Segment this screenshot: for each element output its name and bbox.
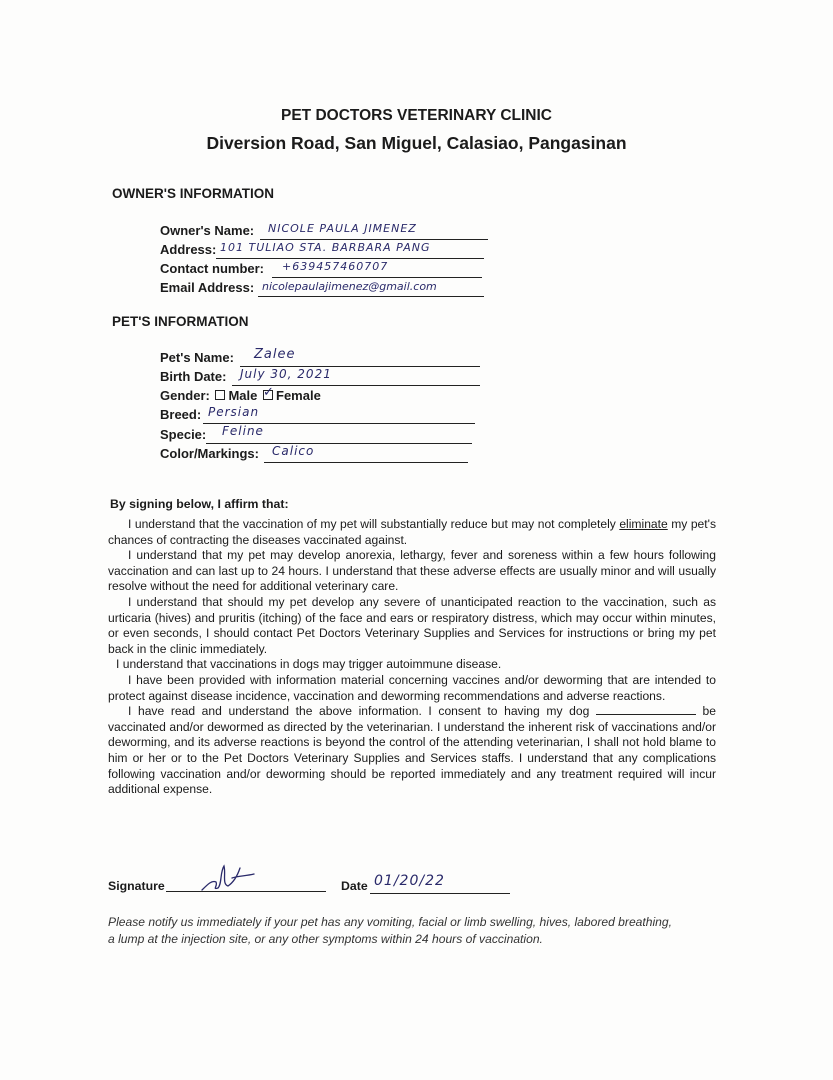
p1-text-a: I understand that the vaccination of my pet will substantially reduce but may not completely — [128, 517, 620, 531]
p6-text-a: I have read and understand the above information. I consent to having my dog — [128, 704, 596, 719]
male-checkbox[interactable] — [215, 390, 225, 400]
p6-text-b: be vaccinated and/or dewormed as directed by the veterinarian. I understand the inherent risk of vaccinations and/or deworming, and its adverse reactions is beyond the control of the attending veterinarian, I shall not hold blame to him or her or to the Pet Doctors Veterinary Supplies and Services staffs. I understand that any complications following vaccination and/or deworming should be reported immediately and any treatment required will incur additional expense. — [108, 704, 716, 797]
check-mark-icon: ✓ — [263, 384, 274, 399]
footer-note: Please notify us immediately if your pet has any vomiting, facial or limb swelling, hives, labored breathing, a lump at the injection site, or any other symptoms within 24 hours of vaccination. — [108, 915, 672, 946]
affirmation-paragraph-4: I understand that vaccinations in dogs may trigger autoimmune disease. — [116, 657, 502, 672]
gender-label: Gender: — [160, 388, 210, 403]
p1-text-b: my pet's chances of contracting the diseases vaccinated against. — [108, 517, 717, 547]
breed-value: Persian — [208, 405, 260, 419]
female-label: Female — [276, 388, 321, 403]
affirmation-text — [108, 517, 716, 798]
birth-date-value: July 30, 2021 — [240, 367, 332, 381]
owner-name-value: NICOLE PAULA JIMENEZ — [268, 222, 417, 235]
affirmation-paragraph-6 — [108, 704, 716, 798]
contact-label: Contact number: — [160, 261, 264, 276]
affirmation-paragraph-5: I have been provided with information material concerning vaccines and/or deworming that are intended to protect against disease incidence, vaccination and deworming recommendations and adverse reactions. — [108, 672, 716, 703]
gender-row — [160, 384, 321, 403]
birth-date-label: Birth Date: — [160, 369, 227, 384]
owner-name-label: Owner's Name: — [160, 223, 255, 238]
owner-section-heading: OWNER'S INFORMATION — [112, 186, 274, 201]
affirmation-paragraph-3: I understand that should my pet develop any severe of unanticipated reaction to the vaccination, such as urticaria (hives) and pruritis (itching) of the face and ears or respiratory distress, which may occur within minutes, or even seconds, I should contact Pet Doctors Veterinary Supplies and Services for instructions or bring my pet back in the clinic immediately. — [108, 594, 716, 656]
email-label: Email Address: — [160, 280, 255, 295]
dog-name-blank[interactable] — [596, 704, 696, 715]
signature-mark — [198, 860, 268, 894]
affirmation-heading: By signing below, I affirm that: — [110, 497, 289, 511]
signature-label: Signature — [108, 879, 165, 893]
date-label: Date — [341, 879, 368, 893]
address-value: 101 TULIAO STA. BARBARA PANG — [220, 241, 431, 254]
color-value: Calico — [272, 444, 315, 458]
pet-name-value: Zalee — [254, 347, 296, 362]
email-value: nicolepaulajimenez@gmail.com — [262, 280, 437, 293]
p1-underlined-word: eliminate — [619, 517, 668, 531]
affirmation-paragraph-1 — [108, 517, 716, 548]
date-value: 01/20/22 — [374, 873, 445, 889]
clinic-name: PET DOCTORS VETERINARY CLINIC — [281, 107, 552, 124]
color-label: Color/Markings: — [160, 446, 259, 461]
address-label: Address: — [160, 242, 217, 257]
contact-value: +639457460707 — [282, 260, 389, 273]
pet-section-heading: PET'S INFORMATION — [112, 314, 249, 329]
specie-value: Feline — [222, 424, 264, 438]
specie-label: Specie: — [160, 427, 207, 442]
female-checkbox[interactable] — [263, 384, 274, 400]
breed-label: Breed: — [160, 407, 202, 422]
pet-name-label: Pet's Name: — [160, 350, 234, 365]
male-label: Male — [228, 388, 258, 403]
clinic-address: Diversion Road, San Miguel, Calasiao, Pangasinan — [206, 133, 627, 153]
affirmation-paragraph-2: I understand that my pet may develop anorexia, lethargy, fever and soreness within a few hours following vaccination and can last up to 24 hours. I understand that these adverse effects are usually minor and will usually resolve without the need for additional veterinary care. — [108, 548, 716, 594]
